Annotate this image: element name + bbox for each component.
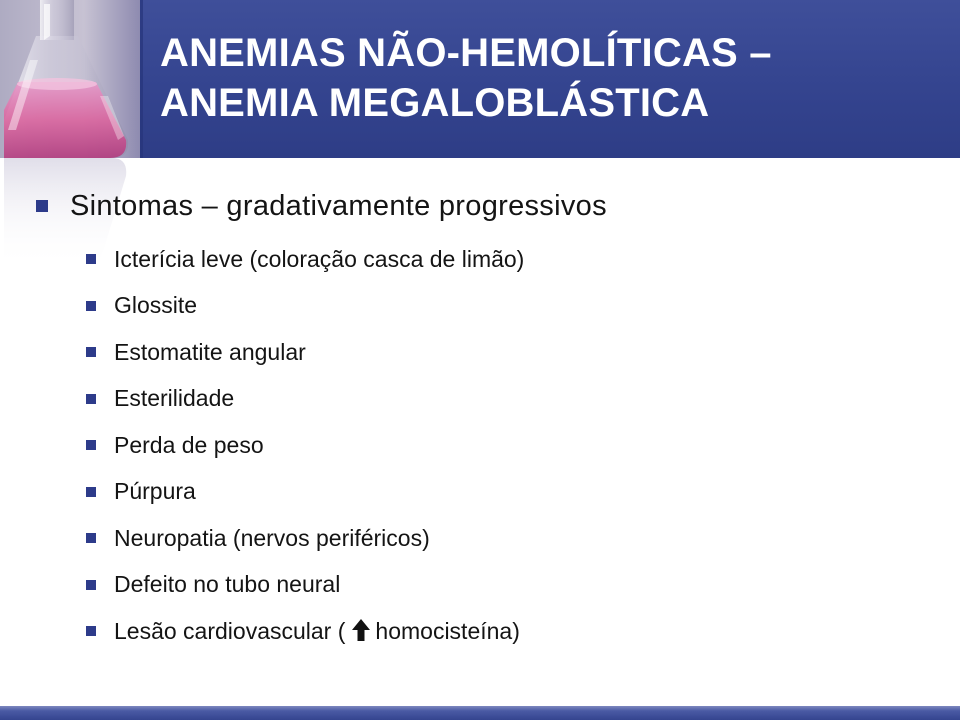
slide-content xyxy=(36,180,936,655)
square-bullet-icon xyxy=(86,440,96,450)
list-item-text: Glossite xyxy=(114,292,198,319)
list-item xyxy=(36,283,936,330)
footer-band xyxy=(0,706,960,720)
square-bullet-icon xyxy=(86,394,96,404)
list-item-text: Defeito no tubo neural xyxy=(114,571,341,598)
list-item-text: Icterícia leve (coloração casca de limão) xyxy=(114,245,525,272)
flask-photo xyxy=(0,0,140,158)
list-item xyxy=(36,469,936,516)
list-item xyxy=(36,376,936,423)
list-item-text: Púrpura xyxy=(114,478,196,505)
list-item xyxy=(36,422,936,469)
list-item-text xyxy=(114,618,520,645)
list-item xyxy=(36,562,936,609)
title-line-2: ANEMIA MEGALOBLÁSTICA xyxy=(160,81,710,125)
list-item-text: Estomatite angular xyxy=(114,338,306,365)
title-line-1: ANEMIAS NÃO-HEMOLÍTICAS – xyxy=(160,31,772,75)
page-title xyxy=(160,28,940,128)
symptom-list xyxy=(36,236,936,655)
arrow-up-icon xyxy=(351,618,371,642)
cardiovascular-suffix: homocisteína) xyxy=(375,617,520,644)
main-bullet-text: Sintomas – gradativamente progressivos xyxy=(70,189,607,222)
square-bullet-icon xyxy=(86,254,96,264)
list-item-text: Perda de peso xyxy=(114,431,264,458)
flask-image xyxy=(0,0,140,158)
list-item xyxy=(36,236,936,283)
main-bullet-item xyxy=(36,180,936,232)
cardiovascular-prefix: Lesão cardiovascular ( xyxy=(114,617,346,644)
square-bullet-icon xyxy=(36,200,48,212)
square-bullet-icon xyxy=(86,301,96,311)
list-item-text: Esterilidade xyxy=(114,385,235,412)
square-bullet-icon xyxy=(86,487,96,497)
list-item xyxy=(36,329,936,376)
square-bullet-icon xyxy=(86,347,96,357)
square-bullet-icon xyxy=(86,533,96,543)
list-item-text: Neuropatia (nervos periféricos) xyxy=(114,524,430,551)
square-bullet-icon xyxy=(86,626,96,636)
photo-separator xyxy=(140,0,143,158)
square-bullet-icon xyxy=(86,580,96,590)
list-item-cardiovascular xyxy=(36,608,936,655)
list-item xyxy=(36,515,936,562)
